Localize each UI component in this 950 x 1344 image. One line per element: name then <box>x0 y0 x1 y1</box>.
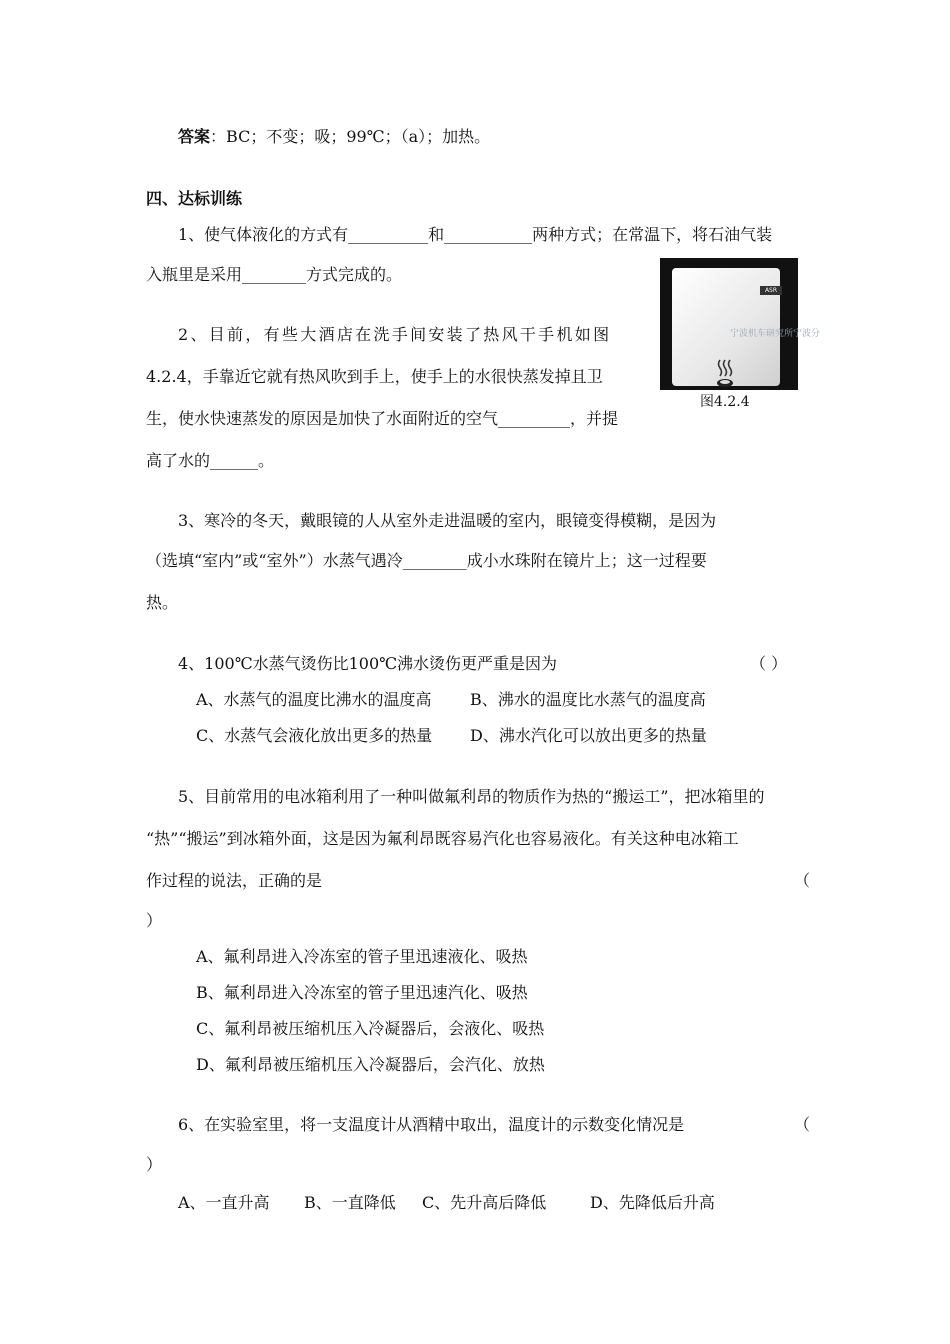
q3-line3: 热。 <box>146 593 179 612</box>
watermark: 宁波机车研究所宁波分 <box>730 329 821 339</box>
figure-caption: 图4.2.4 <box>700 394 750 410</box>
q2-line4: 高了水的______。 <box>146 451 275 470</box>
q5-option-b: B、氟利昂进入冷冻室的管子里迅速汽化、吸热 <box>196 983 528 1002</box>
section-title: 四、达标训练 <box>146 189 243 208</box>
q6-option-a: A、一直升高 <box>178 1193 270 1212</box>
q2-line1: 2、目前，有些大酒店在洗手间安装了热风干手机如图 <box>178 325 612 344</box>
q5-option-d: D、氟利昂被压缩机压入冷凝器后，会汽化、放热 <box>196 1055 545 1074</box>
dryer-badge: ASR <box>760 286 782 295</box>
q2-line2: 4.2.4，手靠近它就有热风吹到手上，使手上的水很快蒸发掉且卫 <box>146 367 603 386</box>
q3-line2: （选填“室内”或“室外”）水蒸气遇冷________成小水珠附在镜片上；这一过程要 <box>146 551 707 570</box>
answer-text: ：BC；不变；吸；99℃；（a）；加热。 <box>210 127 491 146</box>
q5-bracket-open: （ <box>794 871 811 890</box>
q6-bracket-close: ） <box>146 1155 163 1174</box>
answer-line <box>178 126 490 148</box>
hand-dryer-icon <box>714 358 736 390</box>
q6-stem: 6、在实验室里，将一支温度计从酒精中取出，温度计的示数变化情况是 <box>178 1115 685 1134</box>
q5-line2: “热”“搬运”到冰箱外面，这是因为氟利昂既容易汽化也容易液化。有关这种电冰箱工 <box>146 829 739 848</box>
q5-option-c: C、氟利昂被压缩机压入冷凝器后，会液化、吸热 <box>196 1019 545 1038</box>
q4-option-d: D、沸水汽化可以放出更多的热量 <box>470 726 707 745</box>
q4-option-c: C、水蒸气会液化放出更多的热量 <box>196 726 433 745</box>
q5-option-a: A、氟利昂进入冷冻室的管子里迅速液化、吸热 <box>196 947 528 966</box>
q4-bracket: （ ） <box>750 654 788 673</box>
q4-option-a: A、水蒸气的温度比沸水的温度高 <box>196 690 432 709</box>
hand-dryer-figure <box>660 258 821 390</box>
answer-label: 答案 <box>178 127 211 146</box>
q5-line3: 作过程的说法，正确的是 <box>146 871 323 890</box>
q5-bracket-close: ） <box>146 911 163 930</box>
q4-option-b: B、沸水的温度比水蒸气的温度高 <box>470 690 706 709</box>
q6-bracket-open: （ <box>794 1115 811 1134</box>
q1-line1: 1、使气体液化的方式有__________和___________两种方式；在常温下，将石油气装 <box>178 225 773 244</box>
q2-line3: 生，使水快速蒸发的原因是加快了水面附近的空气_________，并提 <box>146 409 619 428</box>
q5-line1: 5、目前常用的电冰箱利用了一种叫做氟利昂的物质作为热的“搬运工”，把冰箱里的 <box>178 787 765 806</box>
q4-stem: 4、100℃水蒸气烫伤比100℃沸水烫伤更严重是因为 <box>178 654 558 673</box>
q1-line2: 入瓶里是采用________方式完成的。 <box>146 265 403 284</box>
q3-line1: 3、寒冷的冬天，戴眼镜的人从室外走进温暖的室内，眼镜变得模糊，是因为 <box>178 511 717 530</box>
q6-option-c: C、先升高后降低 <box>422 1193 547 1212</box>
q6-option-d: D、先降低后升高 <box>590 1193 715 1212</box>
q6-option-b: B、一直降低 <box>304 1193 396 1212</box>
